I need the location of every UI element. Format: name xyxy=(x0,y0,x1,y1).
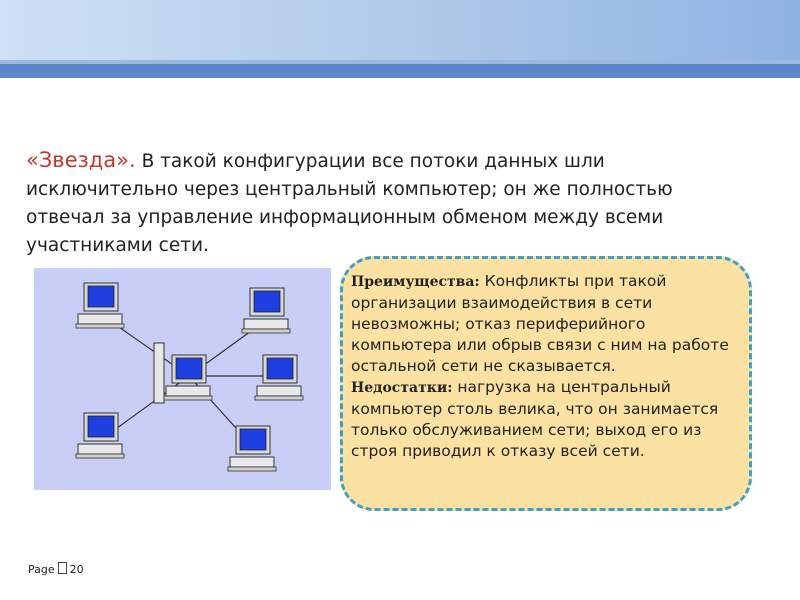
server-tower xyxy=(154,343,164,403)
star-topology-diagram xyxy=(34,268,331,490)
workstation-top-right xyxy=(242,288,290,333)
page-number-value: 20 xyxy=(69,563,84,576)
workstation-right xyxy=(255,355,303,400)
intro-paragraph xyxy=(26,146,746,260)
disadvantages-label: Недостатки: xyxy=(351,380,453,396)
page-glyph-icon xyxy=(58,562,67,574)
page-label: Page xyxy=(28,563,55,576)
central-computer xyxy=(164,355,212,400)
pros-cons-callout xyxy=(340,256,752,511)
disadvantages-text: нагрузка на центральный компьютер столь велика, что он занимается только обслуживанием сети; выход его из строя приводил к отказу всей сети. xyxy=(351,378,719,460)
workstation-bottom-left xyxy=(76,413,124,458)
advantages-text: Конфликты при такой организации взаимодействия в сети невозможны; отказ периферийного компьютера или обрыв связи с ним на работе остальной сети не сказывается. xyxy=(351,272,729,375)
intro-text: В такой конфигурации все потоки данных шли исключительно через центральный компьютер; он же полностью отвечал за управление информационным обменом между всеми участниками сети. xyxy=(26,151,673,256)
header-stripe xyxy=(0,64,800,78)
advantages-label: Преимущества: xyxy=(351,274,480,290)
callout-text xyxy=(351,271,745,462)
star-term: «Звезда». xyxy=(26,148,136,172)
network-illustration xyxy=(34,268,331,490)
workstation-bottom-right xyxy=(228,426,276,471)
workstation-top-left xyxy=(76,283,124,328)
page-number xyxy=(28,562,84,576)
